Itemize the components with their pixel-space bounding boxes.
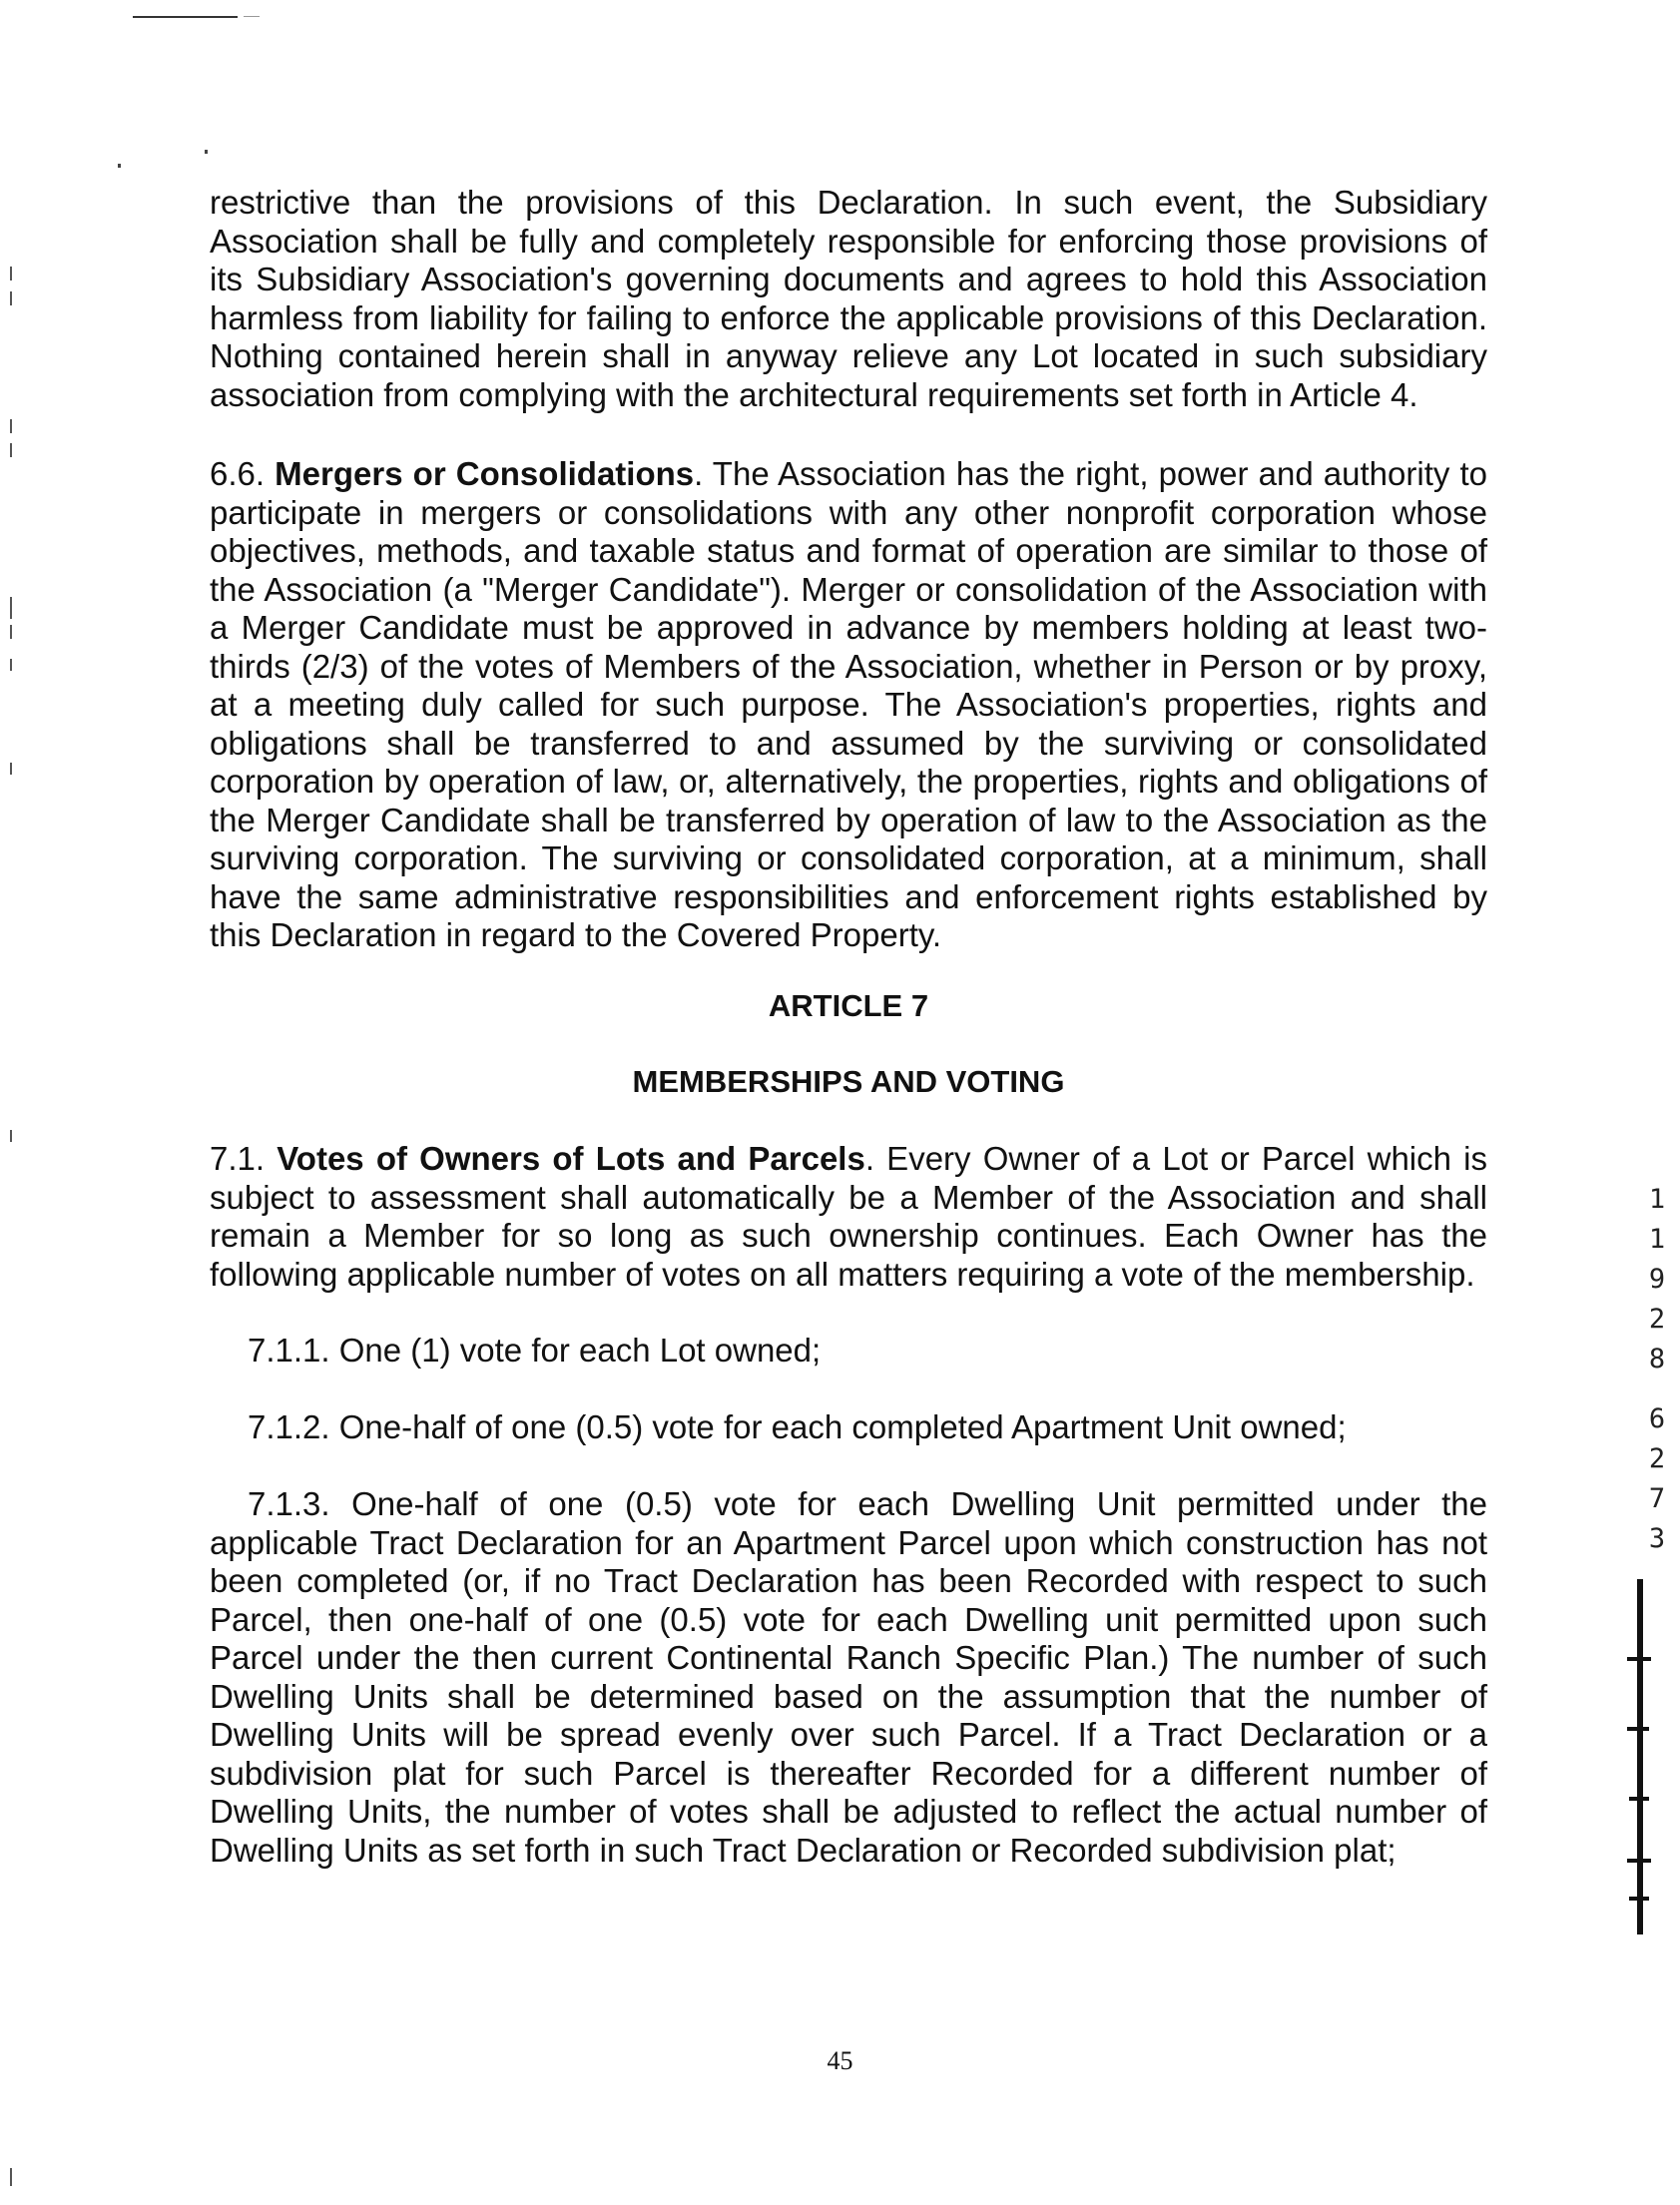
section-6-6-number: 6.6.	[210, 455, 266, 492]
margin-mark	[10, 763, 12, 775]
item-7-1-3: 7.1.3. One-half of one (0.5) vote for each Dwelling Unit permitted under the applicable Tract Declaration for an Apartment Parcel upon which construction has not been completed (or, if no Tract Declaration has been Recorded with respect to such Parcel, then one-half of one (0.5) vote for each Dwelling unit permitted upon such Parcel under the then current Continental Ranch Specific Plan.) The number of such Dwelling Units shall be determined based on the assumption that the number of Dwelling Units will be spread evenly over such Parcel. If a Tract Declaration or a subdivision plat for such Parcel is thereafter Recorded for a different number of Dwelling Units, the number of votes shall be adjusted to reflect the actual number of Dwelling Units as set forth in such Tract Declaration or Recorded subdivision plat;	[210, 1485, 1487, 1869]
binder-barcode-bar	[1637, 1579, 1643, 1934]
page-number: 45	[827, 2046, 853, 2075]
margin-mark	[10, 625, 12, 639]
margin-dot	[205, 150, 208, 154]
margin-mark	[10, 291, 12, 305]
section-6-6-title: Mergers or Consolidations	[275, 455, 695, 492]
stamp-digit: 2	[1648, 1443, 1666, 1474]
margin-mark	[10, 659, 12, 671]
stamp-digit: 2	[1648, 1304, 1666, 1335]
barcode-notch	[1629, 1897, 1649, 1901]
section-6-6	[210, 455, 1487, 955]
paragraph-intro: restrictive than the provisions of this Declaration. In such event, the Subsidiary Association shall be fully and completely responsible for enforcing those provisions of its Subsidiary Association's governing documents and agrees to hold this Association harmless from liability for failing to enforce the applicable provisions of this Declaration. Nothing contained herein shall in anyway relieve any Lot located in such subsidiary association from complying with the architectural requirements set forth in Article 4.	[210, 184, 1487, 413]
section-7-1-number: 7.1.	[210, 1140, 266, 1177]
stamp-digit: 6	[1648, 1403, 1666, 1434]
barcode-notch	[1627, 1859, 1651, 1863]
barcode-notch	[1629, 1797, 1649, 1801]
margin-mark	[10, 2168, 12, 2186]
section-7-1	[210, 1140, 1487, 1294]
top-rule	[133, 16, 238, 18]
section-7-1-body: . Every Owner of a Lot or Parcel which is subject to assessment shall automatically be a Member of the Association and shall remain a Member for so long as such ownership continues. Each Owner has the following applicable number of votes on all matters requiring a vote of the membership.	[210, 1140, 1487, 1293]
stamp-digit: 1	[1648, 1224, 1666, 1255]
stamp-digit: 3	[1648, 1523, 1666, 1554]
margin-mark	[10, 443, 12, 457]
stamp-digit: 8	[1648, 1344, 1666, 1375]
margin-mark	[10, 267, 12, 280]
stamp-digit: 1	[1648, 1184, 1666, 1215]
margin-mark	[10, 419, 12, 433]
margin-mark	[10, 1130, 12, 1142]
stamp-digit: 9	[1648, 1264, 1666, 1295]
section-7-1-title: Votes of Owners of Lots and Parcels	[277, 1140, 865, 1177]
article-subheading: MEMBERSHIPS AND VOTING	[632, 1064, 1065, 1099]
barcode-notch	[1627, 1657, 1651, 1661]
recording-stamp	[1635, 1180, 1679, 1559]
stamp-digit: 7	[1648, 1483, 1666, 1514]
section-6-6-body: . The Association has the right, power and authority to participate in mergers or consolidations with any other nonprofit corporation whose objectives, methods, and taxable status and format of operation are similar to those of the Association (a "Merger Candidate"). Merger or consolidation of the Association with a Merger Candidate must be approved in advance by members holding at least two-thirds (2/3) of the votes of Members of the Association, whether in Person or by proxy, at a meeting duly called for such purpose. The Association's properties, rights and obligations shall be transferred to and assumed by the surviving or consolidated corporation by operation of law, or, alternatively, the properties, rights and obligations of the Merger Candidate shall be transferred by operation of law to the Association as the surviving corporation. The surviving or consolidated corporation, at a minimum, shall have the same administrative responsibilities and enforcement rights established by this Declaration in regard to the Covered Property.	[210, 455, 1487, 953]
barcode-notch	[1627, 1727, 1649, 1731]
article-heading: ARTICLE 7	[768, 988, 929, 1023]
item-7-1-1: 7.1.1. One (1) vote for each Lot owned;	[248, 1332, 822, 1369]
margin-mark	[10, 597, 12, 619]
margin-dot	[118, 164, 121, 168]
top-rule-dash	[244, 16, 260, 17]
item-7-1-2: 7.1.2. One-half of one (0.5) vote for each completed Apartment Unit owned;	[248, 1408, 1347, 1445]
